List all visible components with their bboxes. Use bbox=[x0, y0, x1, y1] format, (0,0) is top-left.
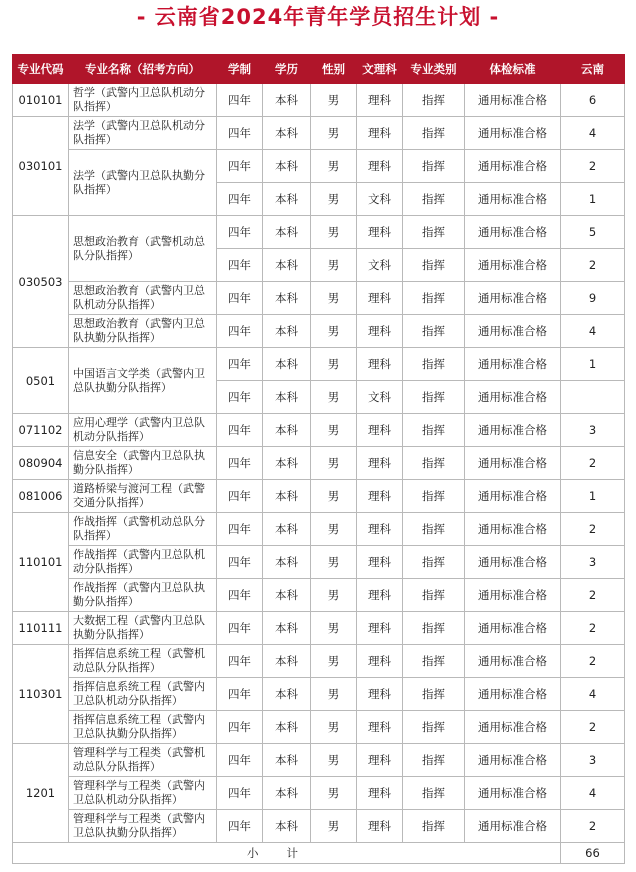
years-cell: 四年 bbox=[217, 513, 263, 546]
physical-standard-cell: 通用标准合格 bbox=[465, 84, 561, 117]
degree-cell: 本科 bbox=[263, 315, 311, 348]
major-code-cell: 1201 bbox=[13, 744, 69, 843]
table-row bbox=[13, 117, 625, 150]
physical-standard-cell: 通用标准合格 bbox=[465, 711, 561, 744]
header-code: 专业代码 bbox=[13, 55, 69, 84]
gender-cell: 男 bbox=[311, 348, 357, 381]
category-cell: 指挥 bbox=[403, 645, 465, 678]
category-cell: 指挥 bbox=[403, 183, 465, 216]
track-cell: 理科 bbox=[357, 711, 403, 744]
category-cell: 指挥 bbox=[403, 282, 465, 315]
quota-cell: 6 bbox=[561, 84, 625, 117]
table-row bbox=[13, 711, 625, 744]
major-name-cell: 道路桥梁与渡河工程（武警交通分队指挥） bbox=[69, 480, 217, 513]
physical-standard-cell: 通用标准合格 bbox=[465, 150, 561, 183]
years-cell: 四年 bbox=[217, 348, 263, 381]
quota-cell: 2 bbox=[561, 645, 625, 678]
quota-cell: 9 bbox=[561, 282, 625, 315]
years-cell: 四年 bbox=[217, 183, 263, 216]
major-name-cell: 管理科学与工程类（武警内卫总队执勤分队指挥） bbox=[69, 810, 217, 843]
track-cell: 理科 bbox=[357, 645, 403, 678]
degree-cell: 本科 bbox=[263, 612, 311, 645]
gender-cell: 男 bbox=[311, 249, 357, 282]
degree-cell: 本科 bbox=[263, 414, 311, 447]
years-cell: 四年 bbox=[217, 645, 263, 678]
quota-cell: 2 bbox=[561, 612, 625, 645]
degree-cell: 本科 bbox=[263, 282, 311, 315]
gender-cell: 男 bbox=[311, 282, 357, 315]
gender-cell: 男 bbox=[311, 183, 357, 216]
table-header-row bbox=[13, 55, 625, 84]
physical-standard-cell: 通用标准合格 bbox=[465, 810, 561, 843]
category-cell: 指挥 bbox=[403, 447, 465, 480]
gender-cell: 男 bbox=[311, 480, 357, 513]
physical-standard-cell: 通用标准合格 bbox=[465, 744, 561, 777]
years-cell: 四年 bbox=[217, 249, 263, 282]
category-cell: 指挥 bbox=[403, 678, 465, 711]
table-row bbox=[13, 216, 625, 249]
subtotal-label bbox=[13, 843, 561, 864]
quota-cell: 4 bbox=[561, 678, 625, 711]
category-cell: 指挥 bbox=[403, 216, 465, 249]
category-cell: 指挥 bbox=[403, 579, 465, 612]
track-cell: 理科 bbox=[357, 777, 403, 810]
years-cell: 四年 bbox=[217, 282, 263, 315]
category-cell: 指挥 bbox=[403, 348, 465, 381]
table-row bbox=[13, 447, 625, 480]
degree-cell: 本科 bbox=[263, 678, 311, 711]
gender-cell: 男 bbox=[311, 117, 357, 150]
quota-cell: 3 bbox=[561, 744, 625, 777]
major-code-cell: 010101 bbox=[13, 84, 69, 117]
track-cell: 理科 bbox=[357, 447, 403, 480]
quota-cell: 2 bbox=[561, 249, 625, 282]
category-cell: 指挥 bbox=[403, 150, 465, 183]
table-row bbox=[13, 579, 625, 612]
quota-cell: 4 bbox=[561, 777, 625, 810]
physical-standard-cell: 通用标准合格 bbox=[465, 117, 561, 150]
degree-cell: 本科 bbox=[263, 645, 311, 678]
years-cell: 四年 bbox=[217, 150, 263, 183]
table-row bbox=[13, 513, 625, 546]
table-row bbox=[13, 678, 625, 711]
gender-cell: 男 bbox=[311, 315, 357, 348]
gender-cell: 男 bbox=[311, 381, 357, 414]
track-cell: 理科 bbox=[357, 480, 403, 513]
major-name-cell: 管理科学与工程类（武警内卫总队机动分队指挥） bbox=[69, 777, 217, 810]
major-name-cell: 法学（武警内卫总队机动分队指挥） bbox=[69, 117, 217, 150]
track-cell: 理科 bbox=[357, 150, 403, 183]
subtotal-value: 66 bbox=[561, 843, 625, 864]
gender-cell: 男 bbox=[311, 216, 357, 249]
category-cell: 指挥 bbox=[403, 249, 465, 282]
header-years: 学制 bbox=[217, 55, 263, 84]
years-cell: 四年 bbox=[217, 678, 263, 711]
table-row bbox=[13, 645, 625, 678]
category-cell: 指挥 bbox=[403, 315, 465, 348]
major-name-cell: 中国语言文学类（武警内卫总队执勤分队指挥） bbox=[69, 348, 217, 414]
gender-cell: 男 bbox=[311, 645, 357, 678]
physical-standard-cell: 通用标准合格 bbox=[465, 678, 561, 711]
table-row bbox=[13, 612, 625, 645]
years-cell: 四年 bbox=[217, 381, 263, 414]
track-cell: 理科 bbox=[357, 579, 403, 612]
gender-cell: 男 bbox=[311, 810, 357, 843]
major-name-cell: 指挥信息系统工程（武警内卫总队执勤分队指挥） bbox=[69, 711, 217, 744]
major-name-cell: 思想政治教育（武警内卫总队执勤分队指挥） bbox=[69, 315, 217, 348]
category-cell: 指挥 bbox=[403, 711, 465, 744]
subtotal-label-text: 小计 bbox=[247, 846, 326, 860]
header-physical: 体检标准 bbox=[465, 55, 561, 84]
physical-standard-cell: 通用标准合格 bbox=[465, 546, 561, 579]
track-cell: 理科 bbox=[357, 810, 403, 843]
header-gender: 性别 bbox=[311, 55, 357, 84]
table-row bbox=[13, 414, 625, 447]
quota-cell bbox=[561, 381, 625, 414]
table-row bbox=[13, 777, 625, 810]
degree-cell: 本科 bbox=[263, 84, 311, 117]
years-cell: 四年 bbox=[217, 579, 263, 612]
gender-cell: 男 bbox=[311, 612, 357, 645]
physical-standard-cell: 通用标准合格 bbox=[465, 348, 561, 381]
degree-cell: 本科 bbox=[263, 117, 311, 150]
track-cell: 理科 bbox=[357, 414, 403, 447]
header-quota: 云南 bbox=[561, 55, 625, 84]
physical-standard-cell: 通用标准合格 bbox=[465, 249, 561, 282]
major-code-cell: 030101 bbox=[13, 117, 69, 216]
years-cell: 四年 bbox=[217, 612, 263, 645]
category-cell: 指挥 bbox=[403, 810, 465, 843]
physical-standard-cell: 通用标准合格 bbox=[465, 645, 561, 678]
physical-standard-cell: 通用标准合格 bbox=[465, 447, 561, 480]
quota-cell: 1 bbox=[561, 480, 625, 513]
years-cell: 四年 bbox=[217, 546, 263, 579]
gender-cell: 男 bbox=[311, 711, 357, 744]
degree-cell: 本科 bbox=[263, 744, 311, 777]
subtotal-row bbox=[13, 843, 625, 864]
physical-standard-cell: 通用标准合格 bbox=[465, 612, 561, 645]
years-cell: 四年 bbox=[217, 216, 263, 249]
quota-cell: 1 bbox=[561, 183, 625, 216]
major-code-cell: 0501 bbox=[13, 348, 69, 414]
table-row bbox=[13, 282, 625, 315]
quota-cell: 2 bbox=[561, 150, 625, 183]
table-row bbox=[13, 150, 625, 183]
physical-standard-cell: 通用标准合格 bbox=[465, 414, 561, 447]
track-cell: 理科 bbox=[357, 315, 403, 348]
page-title: - 云南省2024年青年学员招生计划 - bbox=[136, 5, 500, 29]
track-cell: 理科 bbox=[357, 348, 403, 381]
major-name-cell: 思想政治教育（武警机动总队分队指挥） bbox=[69, 216, 217, 282]
category-cell: 指挥 bbox=[403, 480, 465, 513]
table-row bbox=[13, 546, 625, 579]
quota-cell: 2 bbox=[561, 810, 625, 843]
table-row bbox=[13, 84, 625, 117]
quota-cell: 5 bbox=[561, 216, 625, 249]
degree-cell: 本科 bbox=[263, 447, 311, 480]
physical-standard-cell: 通用标准合格 bbox=[465, 513, 561, 546]
years-cell: 四年 bbox=[217, 84, 263, 117]
track-cell: 理科 bbox=[357, 117, 403, 150]
category-cell: 指挥 bbox=[403, 513, 465, 546]
major-name-cell: 作战指挥（武警内卫总队执勤分队指挥） bbox=[69, 579, 217, 612]
major-name-cell: 指挥信息系统工程（武警机动总队分队指挥） bbox=[69, 645, 217, 678]
degree-cell: 本科 bbox=[263, 480, 311, 513]
major-name-cell: 管理科学与工程类（武警机动总队分队指挥） bbox=[69, 744, 217, 777]
category-cell: 指挥 bbox=[403, 744, 465, 777]
track-cell: 理科 bbox=[357, 84, 403, 117]
years-cell: 四年 bbox=[217, 777, 263, 810]
major-code-cell: 110101 bbox=[13, 513, 69, 612]
track-cell: 理科 bbox=[357, 513, 403, 546]
gender-cell: 男 bbox=[311, 678, 357, 711]
category-cell: 指挥 bbox=[403, 777, 465, 810]
track-cell: 文科 bbox=[357, 381, 403, 414]
quota-cell: 2 bbox=[561, 447, 625, 480]
major-code-cell: 030503 bbox=[13, 216, 69, 348]
track-cell: 文科 bbox=[357, 183, 403, 216]
category-cell: 指挥 bbox=[403, 612, 465, 645]
major-code-cell: 110111 bbox=[13, 612, 69, 645]
track-cell: 理科 bbox=[357, 678, 403, 711]
major-name-cell: 法学（武警内卫总队执勤分队指挥） bbox=[69, 150, 217, 216]
category-cell: 指挥 bbox=[403, 546, 465, 579]
years-cell: 四年 bbox=[217, 810, 263, 843]
gender-cell: 男 bbox=[311, 84, 357, 117]
major-name-cell: 大数据工程（武警内卫总队执勤分队指挥） bbox=[69, 612, 217, 645]
quota-cell: 3 bbox=[561, 414, 625, 447]
track-cell: 理科 bbox=[357, 744, 403, 777]
degree-cell: 本科 bbox=[263, 216, 311, 249]
category-cell: 指挥 bbox=[403, 84, 465, 117]
category-cell: 指挥 bbox=[403, 414, 465, 447]
table-row bbox=[13, 348, 625, 381]
category-cell: 指挥 bbox=[403, 117, 465, 150]
track-cell: 理科 bbox=[357, 282, 403, 315]
major-name-cell: 应用心理学（武警内卫总队机动分队指挥） bbox=[69, 414, 217, 447]
gender-cell: 男 bbox=[311, 546, 357, 579]
quota-cell: 3 bbox=[561, 546, 625, 579]
years-cell: 四年 bbox=[217, 744, 263, 777]
physical-standard-cell: 通用标准合格 bbox=[465, 282, 561, 315]
years-cell: 四年 bbox=[217, 414, 263, 447]
enrollment-plan-table bbox=[12, 54, 625, 864]
major-code-cell: 080904 bbox=[13, 447, 69, 480]
table-row bbox=[13, 744, 625, 777]
quota-cell: 1 bbox=[561, 348, 625, 381]
years-cell: 四年 bbox=[217, 711, 263, 744]
degree-cell: 本科 bbox=[263, 348, 311, 381]
physical-standard-cell: 通用标准合格 bbox=[465, 381, 561, 414]
gender-cell: 男 bbox=[311, 777, 357, 810]
degree-cell: 本科 bbox=[263, 513, 311, 546]
degree-cell: 本科 bbox=[263, 183, 311, 216]
physical-standard-cell: 通用标准合格 bbox=[465, 183, 561, 216]
major-name-cell: 思想政治教育（武警内卫总队机动分队指挥） bbox=[69, 282, 217, 315]
major-code-cell: 081006 bbox=[13, 480, 69, 513]
table-row bbox=[13, 480, 625, 513]
degree-cell: 本科 bbox=[263, 777, 311, 810]
years-cell: 四年 bbox=[217, 117, 263, 150]
gender-cell: 男 bbox=[311, 414, 357, 447]
quota-cell: 2 bbox=[561, 579, 625, 612]
header-degree: 学历 bbox=[263, 55, 311, 84]
physical-standard-cell: 通用标准合格 bbox=[465, 777, 561, 810]
quota-cell: 2 bbox=[561, 711, 625, 744]
physical-standard-cell: 通用标准合格 bbox=[465, 315, 561, 348]
quota-cell: 4 bbox=[561, 315, 625, 348]
gender-cell: 男 bbox=[311, 513, 357, 546]
major-name-cell: 作战指挥（武警机动总队分队指挥） bbox=[69, 513, 217, 546]
quota-cell: 4 bbox=[561, 117, 625, 150]
gender-cell: 男 bbox=[311, 447, 357, 480]
quota-cell: 2 bbox=[561, 513, 625, 546]
degree-cell: 本科 bbox=[263, 546, 311, 579]
table-row bbox=[13, 810, 625, 843]
gender-cell: 男 bbox=[311, 579, 357, 612]
degree-cell: 本科 bbox=[263, 810, 311, 843]
gender-cell: 男 bbox=[311, 744, 357, 777]
physical-standard-cell: 通用标准合格 bbox=[465, 480, 561, 513]
degree-cell: 本科 bbox=[263, 711, 311, 744]
major-code-cell: 071102 bbox=[13, 414, 69, 447]
track-cell: 理科 bbox=[357, 546, 403, 579]
header-category: 专业类别 bbox=[403, 55, 465, 84]
track-cell: 文科 bbox=[357, 249, 403, 282]
major-name-cell: 作战指挥（武警内卫总队机动分队指挥） bbox=[69, 546, 217, 579]
physical-standard-cell: 通用标准合格 bbox=[465, 579, 561, 612]
track-cell: 理科 bbox=[357, 216, 403, 249]
degree-cell: 本科 bbox=[263, 381, 311, 414]
years-cell: 四年 bbox=[217, 447, 263, 480]
gender-cell: 男 bbox=[311, 150, 357, 183]
degree-cell: 本科 bbox=[263, 150, 311, 183]
years-cell: 四年 bbox=[217, 315, 263, 348]
track-cell: 理科 bbox=[357, 612, 403, 645]
major-name-cell: 指挥信息系统工程（武警内卫总队机动分队指挥） bbox=[69, 678, 217, 711]
major-code-cell: 110301 bbox=[13, 645, 69, 744]
table-row bbox=[13, 315, 625, 348]
degree-cell: 本科 bbox=[263, 249, 311, 282]
major-name-cell: 信息安全（武警内卫总队执勤分队指挥） bbox=[69, 447, 217, 480]
header-track: 文理科 bbox=[357, 55, 403, 84]
major-name-cell: 哲学（武警内卫总队机动分队指挥） bbox=[69, 84, 217, 117]
header-major: 专业名称（招考方向） bbox=[69, 55, 217, 84]
physical-standard-cell: 通用标准合格 bbox=[465, 216, 561, 249]
category-cell: 指挥 bbox=[403, 381, 465, 414]
degree-cell: 本科 bbox=[263, 579, 311, 612]
years-cell: 四年 bbox=[217, 480, 263, 513]
